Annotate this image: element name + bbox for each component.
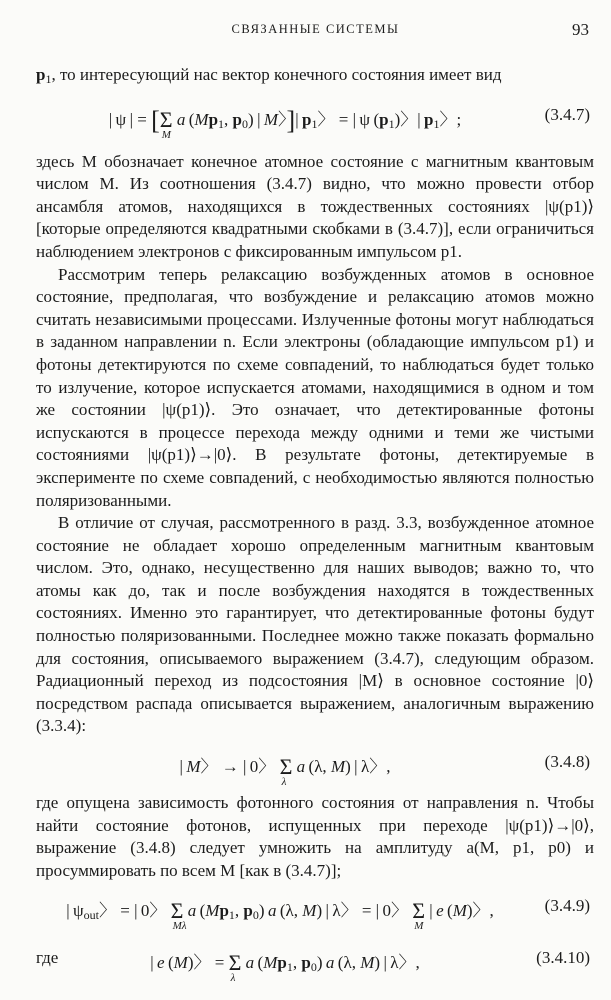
equation-body: | ψout〉 = | 0〉 Σ Mλ a (Mp1, p0) a (λ, M) | λ〉 = | 0〉 Σ M | e (M)〉,	[66, 898, 494, 933]
equation-body: | M〉 → | 0〉 Σ λ a (λ, M) | λ〉,	[179, 754, 391, 789]
page-header	[36, 20, 595, 42]
equation-number: (3.4.7)	[544, 104, 590, 124]
paragraph-5: где опущена зависимость фотонного состояния от направления n. Чтобы найти состояние фотонов, испущенных при переходе |ψ(p1)⟩→|0⟩, выражение (3.4.8) следует умножить на амплитуду a(M, p1, p0) и просуммировать по всем M [как в (3.4.7)];	[36, 793, 594, 880]
paragraph-2: здесь M обозначает конечное атомное состояние с магнитным квантовым числом M. Из соотношения (3.4.7) видно, что можно провести отбор ансамбля атомов, находящихся в тождественных состояниях |ψ(p1)⟩ [которые определяются квадратными скобками в (3.4.7)], если ограничиться наблюдением электронов с фиксированным импульсом p1.	[36, 151, 594, 261]
equation-3-4-7	[36, 93, 594, 149]
equation-body: | e (M)〉 = Σ λ a (Mp1, p0) a (λ, M) | λ〉,	[150, 950, 420, 985]
paragraph-intro: p1, то интересующий нас вектор конечного состояния имеет вид	[36, 65, 502, 86]
equation-number: (3.4.9)	[544, 896, 590, 916]
where-label: где	[36, 948, 59, 968]
page-body	[36, 64, 594, 988]
paragraph-4: В отличие от случая, рассмотренного в разд. 3.3, возбужденное атомное состояние не обладает хорошо определенным магнитным квантовым числом. Это, однако, несущественно для наших выводов; важно то, что атомы как до, так и после возбуждения находятся в тождественных состояниях. Именно это гарантирует, что детектированные фотоны будут полностью поляризованными. Последнее можно также показать формально для состояния, описываемого выражением (3.4.7), следующим образом. Радиационный переход из подсостояния |M⟩ в основное состояние |0⟩ посредством распада описывается выражением, аналогичным выражению (3.3.4):	[36, 513, 594, 736]
equation-3-4-9	[36, 884, 594, 934]
equation-3-4-8	[36, 740, 594, 790]
running-head: СВЯЗАННЫЕ СИСТЕМЫ	[231, 22, 400, 36]
equation-body: | ψ | = [Σ M a (Mp1, p0) | M〉]| p1〉 = | ψ (p1)〉| p1〉;	[108, 105, 462, 141]
paragraph-3: Рассмотрим теперь релаксацию возбужденных атомов в основное состояние, предполагая, что возбуждение и релаксацию атомов можно считать независимыми процессами. Излученные фотоны могут наблюдаться в заданном направлении n. Если электроны (обладающие импульсом p1) и фотоны детектируются по схеме совпадений, то наблюдаться будет только то излучение, которое испускается атомами, находящимися в одном и том же состоянии |ψ(p1)⟩. Это означает, что детектированные фотоны испускаются в процессе перехода между одними и теми же чистыми состояниями |ψ(p1)⟩→|0⟩. В результате фотоны, детектируемые в эксперименте по схеме совпадений, с необходимостью являются полностью поляризованными.	[36, 264, 594, 510]
equation-number: (3.4.10)	[536, 948, 590, 968]
equation-number: (3.4.8)	[544, 752, 590, 772]
page-number: 93	[572, 20, 589, 39]
equation-3-4-10	[36, 936, 594, 986]
